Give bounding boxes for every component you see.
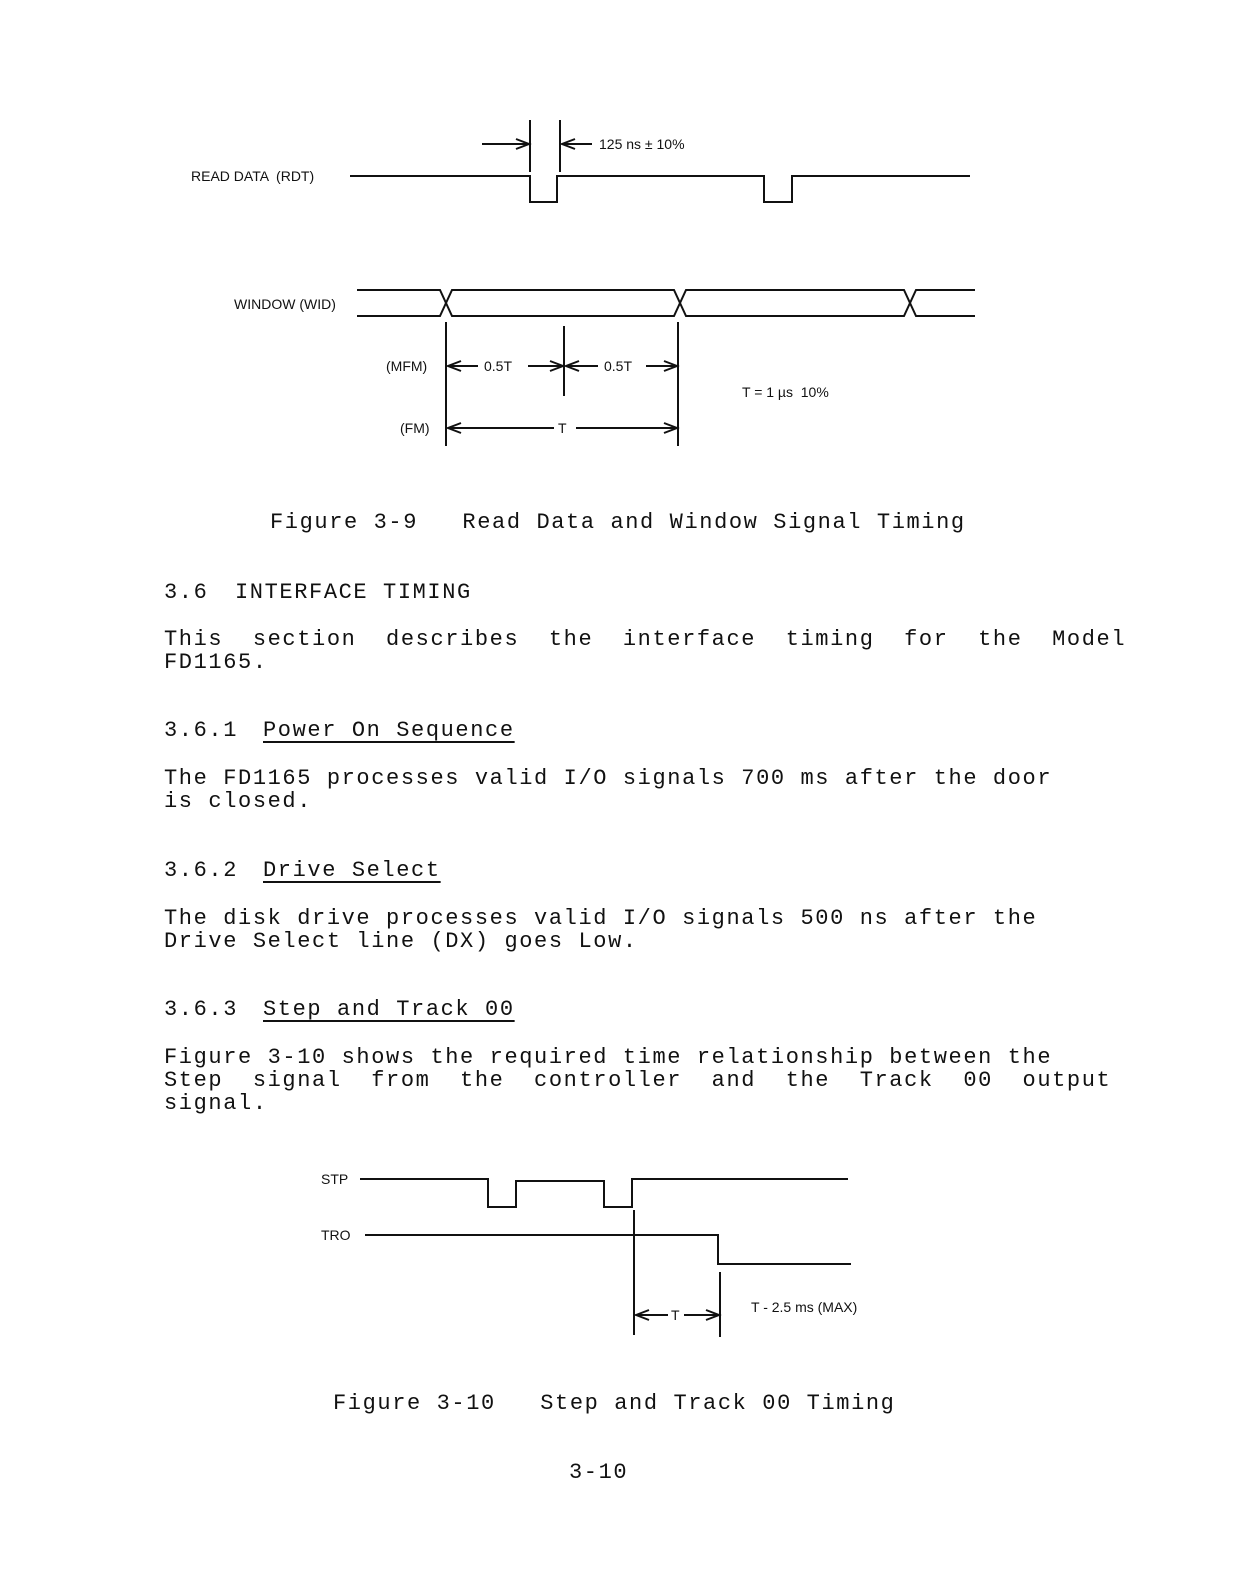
t-spec-label: T = 1 µs 10% bbox=[742, 384, 829, 400]
section-3-6-1-title: Power On Sequence bbox=[263, 718, 515, 743]
arrow-right-icon bbox=[576, 423, 677, 433]
figure-3-9-caption: Figure 3-9 Read Data and Window Signal Timing bbox=[270, 510, 966, 535]
section-3-6-2-title: Drive Select bbox=[263, 858, 441, 883]
read-data-label: READ DATA (RDT) bbox=[191, 168, 315, 184]
section-3-6-body-line2: FD1165. bbox=[164, 650, 268, 675]
stp-label: STP bbox=[321, 1171, 349, 1187]
section-3-6-1-body-line2: is closed. bbox=[164, 789, 313, 814]
section-3-6-3-body-line1: Figure 3-10 shows the required time relationship between the bbox=[164, 1045, 1053, 1070]
section-3-6-1-number: 3.6.1 bbox=[164, 718, 239, 743]
arrow-right-icon bbox=[646, 361, 677, 371]
arrow-left-icon bbox=[448, 423, 554, 433]
page-number: 3-10 bbox=[569, 1460, 629, 1485]
tro-label: TRO bbox=[321, 1227, 351, 1243]
section-3-6-3-title: Step and Track 00 bbox=[263, 997, 515, 1022]
section-3-6-2-body-line2: Drive Select line (DX) goes Low. bbox=[164, 929, 638, 954]
t-label: T bbox=[558, 420, 567, 436]
t-label-2: T bbox=[671, 1307, 680, 1323]
fm-label: (FM) bbox=[400, 420, 430, 436]
section-3-6-1-body-line1: The FD1165 processes valid I/O signals 700 ms after the door bbox=[164, 766, 1053, 791]
arrow-left-icon bbox=[636, 1310, 668, 1320]
arrow-left-icon bbox=[562, 139, 592, 149]
section-3-6-2-body-line1: The disk drive processes valid I/O signals 500 ns after the bbox=[164, 906, 1038, 931]
arrow-left-icon bbox=[448, 361, 478, 371]
mfm-label: (MFM) bbox=[386, 358, 428, 374]
t-spec-label-2: T - 2.5 ms (MAX) bbox=[751, 1299, 858, 1315]
arrow-right-icon bbox=[482, 139, 529, 149]
section-3-6-3-body-line3: signal. bbox=[164, 1091, 268, 1116]
section-3-6-number: 3.6 bbox=[164, 580, 209, 605]
figure-3-10-caption: Figure 3-10 Step and Track 00 Timing bbox=[333, 1391, 896, 1416]
half-t-label-2: 0.5T bbox=[604, 358, 633, 374]
arrow-right-icon bbox=[528, 361, 563, 371]
read-data-waveform bbox=[350, 176, 970, 202]
section-3-6-3-number: 3.6.3 bbox=[164, 997, 239, 1022]
stp-waveform bbox=[360, 1179, 848, 1207]
tro-waveform bbox=[365, 1235, 851, 1264]
arrow-right-icon bbox=[684, 1310, 719, 1320]
window-label: WINDOW (WID) bbox=[234, 296, 336, 312]
arrow-left-icon bbox=[566, 361, 598, 371]
section-3-6-title: INTERFACE TIMING bbox=[235, 580, 472, 605]
figure-3-9-diagram bbox=[0, 0, 1236, 500]
pulse-width-label: 125 ns ± 10% bbox=[599, 136, 685, 152]
section-3-6-2-number: 3.6.2 bbox=[164, 858, 239, 883]
section-3-6-3-body-line2: Step signal from the controller and the Track 00 output bbox=[164, 1068, 1112, 1093]
half-t-label-1: 0.5T bbox=[484, 358, 513, 374]
section-3-6-body-line1: This section describes the interface timing for the Model bbox=[164, 627, 1127, 652]
